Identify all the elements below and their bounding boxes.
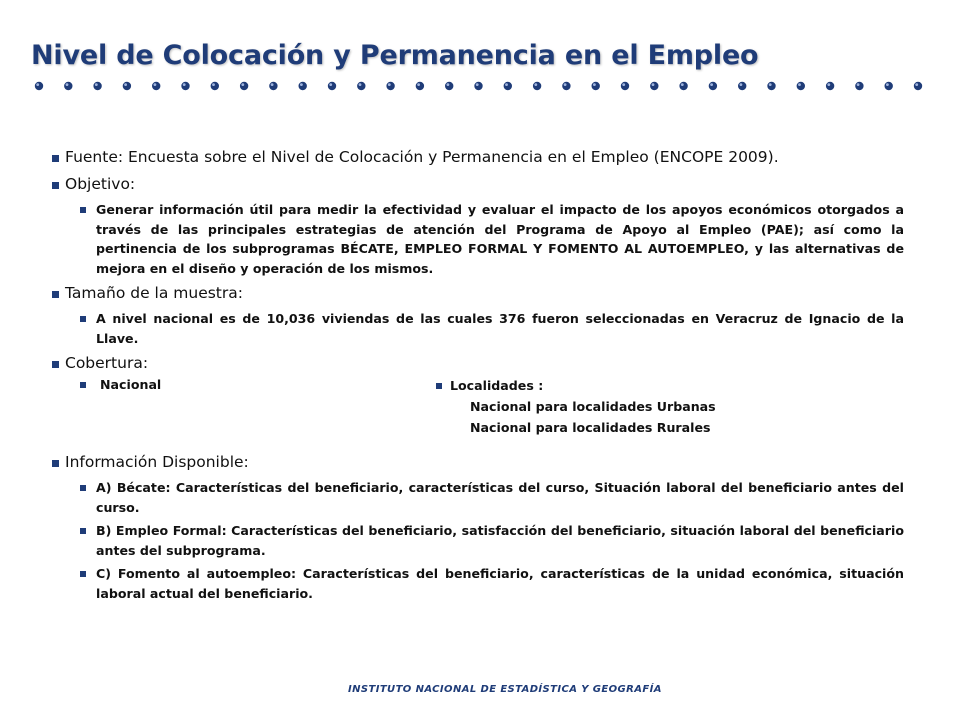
dot-highlight (388, 83, 391, 86)
dot-highlight (652, 83, 655, 86)
dot-icon (562, 82, 570, 90)
dot-icon (650, 82, 658, 90)
dot-icon (269, 82, 277, 90)
dot-highlight (329, 83, 332, 86)
dot-icon (357, 82, 365, 90)
dot-highlight (915, 83, 918, 86)
dot-highlight (505, 83, 508, 86)
info-b: B) Empleo Formal: Características del beneficiario, satisfacción del beneficiario, situación laboral del beneficiario antes del subprograma. (52, 521, 904, 560)
dot-icon (533, 82, 541, 90)
bullet-info-label: Información Disponible: (52, 451, 904, 474)
cobertura-row (52, 375, 904, 451)
dot-icon (855, 82, 863, 90)
dot-icon (64, 82, 72, 90)
dot-highlight (740, 83, 743, 86)
dot-icon (299, 82, 307, 90)
dot-highlight (476, 83, 479, 86)
bullet-objetivo-label: Objetivo: (52, 173, 904, 196)
tamano-text: A nivel nacional es de 10,036 viviendas de las cuales 376 fueron seleccionadas en Veracruz de Ignacio de la Llave. (52, 309, 904, 348)
dot-icon (181, 82, 189, 90)
dot-highlight (212, 83, 215, 86)
dot-highlight (447, 83, 450, 86)
dot-icon (767, 82, 775, 90)
localidades-label: Localidades : (450, 378, 544, 393)
dot-icon (152, 82, 160, 90)
dot-icon (621, 82, 629, 90)
dot-highlight (798, 83, 801, 86)
dot-icon (240, 82, 248, 90)
decorative-dot-line (34, 78, 934, 96)
dot-icon (328, 82, 336, 90)
dot-icon (885, 82, 893, 90)
dot-highlight (124, 83, 127, 86)
dot-icon (709, 82, 717, 90)
dot-highlight (300, 83, 303, 86)
dot-highlight (593, 83, 596, 86)
dot-highlight (564, 83, 567, 86)
dot-highlight (886, 83, 889, 86)
dot-highlight (681, 83, 684, 86)
dot-icon (416, 82, 424, 90)
dot-icon (474, 82, 482, 90)
info-a: A) Bécate: Características del beneficiario, características del curso, Situación laboral del beneficiario antes del curso. (52, 478, 904, 517)
dot-icon (738, 82, 746, 90)
main-content (52, 146, 904, 607)
localidades-urbanas: Nacional para localidades Urbanas (470, 399, 716, 414)
dot-highlight (66, 83, 69, 86)
dot-highlight (622, 83, 625, 86)
dot-icon (592, 82, 600, 90)
dot-icon (93, 82, 101, 90)
dot-icon (797, 82, 805, 90)
dot-icon (211, 82, 219, 90)
dot-highlight (769, 83, 772, 86)
bullet-tamano-label: Tamaño de la muestra: (52, 282, 904, 305)
bullet-cobertura-label: Cobertura: (52, 352, 904, 375)
cobertura-nacional: Nacional (52, 375, 432, 395)
dot-highlight (710, 83, 713, 86)
dot-highlight (241, 83, 244, 86)
dot-highlight (271, 83, 274, 86)
dot-highlight (857, 83, 860, 86)
localidades-rurales: Nacional para localidades Rurales (470, 420, 711, 435)
dot-highlight (534, 83, 537, 86)
dot-highlight (359, 83, 362, 86)
dot-icon (504, 82, 512, 90)
dot-highlight (36, 83, 39, 86)
footer-institution: INSTITUTO NACIONAL DE ESTADÍSTICA Y GEOGRAFÍA (348, 684, 662, 695)
dot-highlight (95, 83, 98, 86)
cobertura-localidades (436, 375, 716, 438)
page-title: Nivel de Colocación y Permanencia en el Empleo (31, 40, 759, 71)
dot-icon (35, 82, 43, 90)
dot-highlight (183, 83, 186, 86)
dot-icon (445, 82, 453, 90)
objetivo-text: Generar información útil para medir la efectividad y evaluar el impacto de los apoyos económicos otorgados a través de las principales estrategias de atención del Programa de Apoyo al Empleo (PAE); así como la pertinencia de los subprogramas BÉCATE, EMPLEO FORMAL Y FOMENTO AL AUTOEMPLEO, y las alternativas de mejora en el diseño y operación de los mismos. (52, 200, 904, 278)
dot-icon (386, 82, 394, 90)
dot-icon (679, 82, 687, 90)
dot-highlight (827, 83, 830, 86)
dot-highlight (417, 83, 420, 86)
info-c: C) Fomento al autoempleo: Características del beneficiario, características de la unidad económica, situación laboral actual del beneficiario. (52, 564, 904, 603)
dot-icon (914, 82, 922, 90)
bullet-fuente: Fuente: Encuesta sobre el Nivel de Colocación y Permanencia en el Empleo (ENCOPE 2009). (52, 146, 904, 169)
dot-highlight (154, 83, 157, 86)
dot-icon (826, 82, 834, 90)
dot-icon (123, 82, 131, 90)
